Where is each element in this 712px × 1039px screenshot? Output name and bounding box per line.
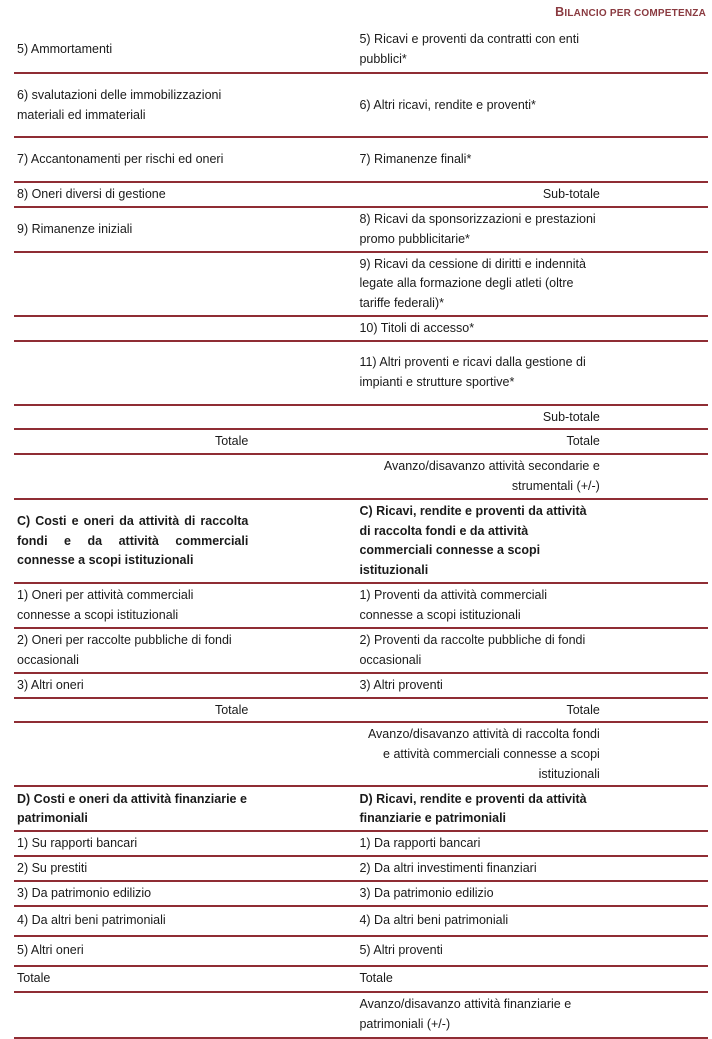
table-row [14,906,708,936]
revenue-label: 2) Proventi da raccolte pubbliche di fondi occasionali [356,628,603,673]
revenue-subtotal-label: Sub-totale [356,405,603,430]
cost-value-current [252,73,304,137]
cost-value-previous [304,786,356,831]
table-row [14,252,708,316]
cost-value-current [252,936,304,966]
surplus-deficit-label: Avanzo/disavanzo attività finanziarie e patrimoniali (+/-) [356,992,603,1038]
revenue-value-current [604,786,656,831]
revenue-value-current [604,583,656,628]
cost-value-previous [304,182,356,207]
table-row [14,673,708,698]
cost-value-current [252,182,304,207]
cost-label [14,722,252,786]
revenue-subtotal-label: Sub-totale [356,182,603,207]
cost-value-current [252,316,304,341]
cost-label: 4) Da altri beni patrimoniali [14,906,252,936]
revenue-value-previous [656,881,708,906]
cost-value-current [252,252,304,316]
cost-label: 6) svalutazioni delle immobilizzazioni materiali ed immateriali [14,73,252,137]
revenue-label: 8) Ricavi da sponsorizzazioni e prestazioni promo pubblicitarie* [356,207,603,252]
bilancio-table [14,26,708,1039]
cost-label: 2) Su prestiti [14,856,252,881]
revenue-label: 9) Ricavi da cessione di diritti e indennità legate alla formazione degli atleti (oltre tariffe federali)* [356,252,603,316]
table-row [14,831,708,856]
revenue-value-current [604,341,656,405]
revenue-value-previous [656,906,708,936]
revenue-value-previous [656,454,708,499]
table-row [14,499,708,583]
cost-value-previous [304,137,356,182]
cost-value-previous [304,831,356,856]
header-title-rest: ILANCIO PER COMPETENZA [564,8,706,19]
revenue-label: 2) Da altri investimenti finanziari [356,856,603,881]
revenue-value-current [604,673,656,698]
cost-value-previous [304,628,356,673]
revenue-value-previous [656,73,708,137]
cost-value-previous [304,316,356,341]
cost-value-previous [304,698,356,723]
cost-label: 7) Accantonamenti per rischi ed oneri [14,137,252,182]
cost-value-previous [304,429,356,454]
revenue-label: 3) Altri proventi [356,673,603,698]
revenue-value-current [604,628,656,673]
table-row [14,405,708,430]
table-row [14,454,708,499]
cost-value-previous [304,73,356,137]
revenue-label: 3) Da patrimonio edilizio [356,881,603,906]
table-row [14,429,708,454]
revenue-label: 11) Altri proventi e ricavi dalla gestione di impianti e strutture sportive* [356,341,603,405]
revenue-value-current [604,856,656,881]
revenue-value-previous [656,252,708,316]
cost-value-previous [304,341,356,405]
revenue-label: 10) Titoli di accesso* [356,316,603,341]
cost-label: 8) Oneri diversi di gestione [14,182,252,207]
cost-label: 3) Altri oneri [14,673,252,698]
revenue-total-label: Totale [356,429,603,454]
table-row [14,583,708,628]
cost-value-current [252,786,304,831]
revenue-label: 6) Altri ricavi, rendite e proventi* [356,73,603,137]
section-c-costs-heading: C) Costi e oneri da attività di raccolta fondi e da attività commerciali connesse a scopi istituzionali [14,499,252,583]
surplus-deficit-label: Avanzo/disavanzo attività di raccolta fondi e attività commerciali connesse a scopi istituzionali [356,722,603,786]
table-row [14,856,708,881]
table-row [14,341,708,405]
header-title-initial: B [555,5,565,19]
revenue-value-previous [656,698,708,723]
cost-value-current [252,26,304,73]
cost-value-current [252,137,304,182]
table-row [14,137,708,182]
cost-label: 1) Oneri per attività commerciali connesse a scopi istituzionali [14,583,252,628]
revenue-value-current [604,429,656,454]
cost-value-current [252,722,304,786]
revenue-value-previous [656,831,708,856]
cost-value-current [252,628,304,673]
revenue-value-current [604,966,656,992]
cost-label [14,454,252,499]
revenue-value-current [604,936,656,966]
table-row [14,992,708,1038]
cost-value-previous [304,252,356,316]
revenue-value-previous [656,405,708,430]
revenue-value-previous [656,207,708,252]
cost-value-current [252,673,304,698]
revenue-value-previous [656,499,708,583]
revenue-value-previous [656,429,708,454]
revenue-value-current [604,698,656,723]
revenue-label: 1) Proventi da attività commerciali connesse a scopi istituzionali [356,583,603,628]
table-row [14,207,708,252]
revenue-value-previous [656,26,708,73]
revenue-value-previous [656,992,708,1038]
revenue-value-current [604,137,656,182]
cost-value-previous [304,881,356,906]
cost-label [14,992,252,1038]
cost-value-previous [304,405,356,430]
revenue-value-current [604,992,656,1038]
revenue-value-current [604,207,656,252]
section-d-costs-heading: D) Costi e oneri da attività finanziarie e patrimoniali [14,786,252,831]
cost-value-previous [304,992,356,1038]
cost-label: 3) Da patrimonio edilizio [14,881,252,906]
table-row [14,936,708,966]
cost-total-label: Totale [14,698,252,723]
cost-value-current [252,906,304,936]
section-d-revenues-heading: D) Ricavi, rendite e proventi da attività finanziarie e patrimoniali [356,786,603,831]
cost-value-previous [304,454,356,499]
revenue-total-label: Totale [356,966,603,992]
cost-total-label: Totale [14,966,252,992]
cost-label: 5) Ammortamenti [14,26,252,73]
revenue-label: 1) Da rapporti bancari [356,831,603,856]
cost-label [14,341,252,405]
cost-value-current [252,341,304,405]
table-row [14,722,708,786]
cost-value-previous [304,499,356,583]
revenue-total-label: Totale [356,698,603,723]
table-row [14,182,708,207]
revenue-value-current [604,831,656,856]
revenue-value-previous [656,936,708,966]
revenue-value-previous [656,628,708,673]
revenue-value-current [604,316,656,341]
revenue-value-current [604,722,656,786]
revenue-value-previous [656,583,708,628]
table-row [14,881,708,906]
cost-value-previous [304,722,356,786]
revenue-value-previous [656,673,708,698]
cost-value-previous [304,936,356,966]
cost-value-current [252,429,304,454]
cost-label: 5) Altri oneri [14,936,252,966]
revenue-value-current [604,454,656,499]
cost-value-current [252,831,304,856]
cost-value-current [252,454,304,499]
cost-value-current [252,698,304,723]
page-header [0,0,712,28]
revenue-value-previous [656,341,708,405]
revenue-value-current [604,881,656,906]
revenue-value-previous [656,856,708,881]
cost-value-current [252,966,304,992]
cost-total-label: Totale [14,429,252,454]
surplus-deficit-label: Avanzo/disavanzo attività secondarie e strumentali (+/-) [356,454,603,499]
revenue-label: 4) Da altri beni patrimoniali [356,906,603,936]
section-c-revenues-heading: C) Ricavi, rendite e proventi da attività di raccolta fondi e da attività commerciali connesse a scopi istituzionali [356,499,603,583]
cost-label: 9) Rimanenze iniziali [14,207,252,252]
cost-value-previous [304,906,356,936]
revenue-label: 5) Ricavi e proventi da contratti con enti pubblici* [356,26,603,73]
cost-label [14,252,252,316]
cost-value-current [252,207,304,252]
revenue-value-previous [656,316,708,341]
header-title [555,5,706,19]
table-row [14,698,708,723]
cost-value-current [252,856,304,881]
revenue-value-current [604,405,656,430]
cost-value-current [252,405,304,430]
revenue-value-current [604,906,656,936]
revenue-value-previous [656,722,708,786]
cost-value-previous [304,26,356,73]
revenue-value-previous [656,966,708,992]
revenue-value-current [604,499,656,583]
cost-label [14,316,252,341]
cost-value-current [252,583,304,628]
cost-label [14,405,252,430]
cost-value-previous [304,207,356,252]
revenue-label: 7) Rimanenze finali* [356,137,603,182]
revenue-value-current [604,26,656,73]
table-row [14,26,708,73]
table-row [14,73,708,137]
revenue-value-previous [656,786,708,831]
table-row [14,316,708,341]
revenue-value-previous [656,182,708,207]
revenue-value-current [604,73,656,137]
cost-value-current [252,881,304,906]
table-row [14,966,708,992]
revenue-value-current [604,252,656,316]
cost-value-previous [304,583,356,628]
revenue-value-current [604,182,656,207]
revenue-label: 5) Altri proventi [356,936,603,966]
cost-value-current [252,992,304,1038]
cost-label: 1) Su rapporti bancari [14,831,252,856]
table-row [14,628,708,673]
table-row [14,786,708,831]
cost-value-previous [304,856,356,881]
cost-value-previous [304,673,356,698]
revenue-value-previous [656,137,708,182]
cost-value-current [252,499,304,583]
cost-label: 2) Oneri per raccolte pubbliche di fondi occasionali [14,628,252,673]
cost-value-previous [304,966,356,992]
